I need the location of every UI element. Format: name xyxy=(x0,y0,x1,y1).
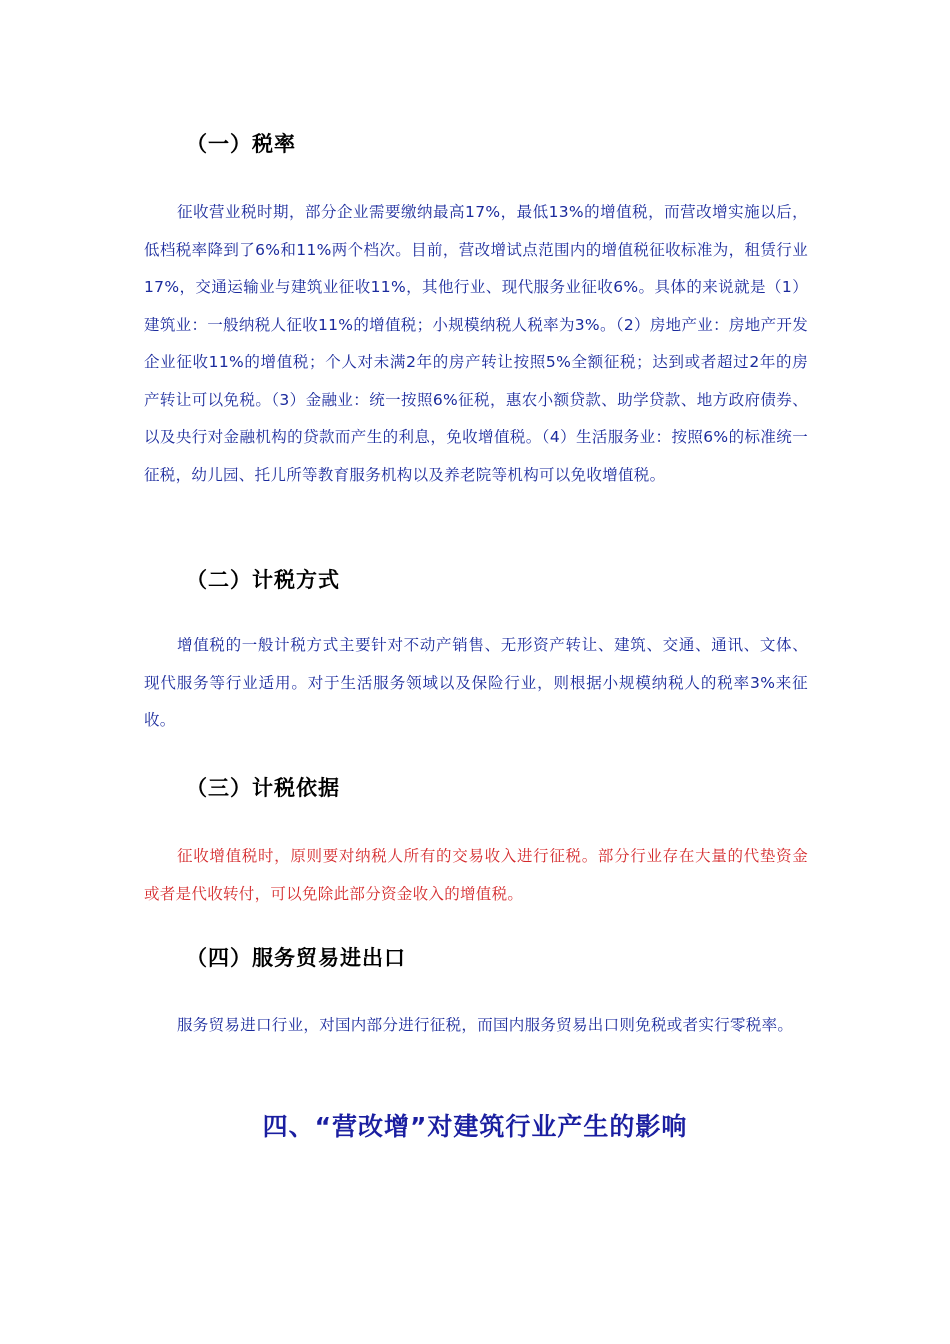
section-paragraph-tax-rate: 征收营业税时期，部分企业需要缴纳最高17%，最低13%的增值税，而营改增实施以后，低档税率降到了6%和11%两个档次。目前，营改增试点范围内的增值税征收标准为，租赁行业17%，交通运输业与建筑业征收11%，其他行业、现代服务业征收6%。具体的来说就是（1）建筑业：一般纳税人征收11%的增值税；小规模纳税人税率为3%。（2）房地产业：房地产开发企业征收11%的增值税；个人对未满2年的房产转让按照5%全额征税；达到或者超过2年的房产转让可以免税。（3）金融业：统一按照6%征税，惠农小额贷款、助学贷款、地方政府债券、以及央行对金融机构的贷款而产生的利息，免收增值税。（4）生活服务业：按照6%的标准统一征税，幼儿园、托儿所等教育服务机构以及养老院等机构可以免收增值税。 xyxy=(144,203,808,484)
section-heading-tax-basis: （三）计税依据 xyxy=(186,776,340,800)
section-paragraph-service-trade: 服务贸易进口行业，对国内部分进行征税，而国内服务贸易出口则免税或者实行零税率。 xyxy=(177,1016,794,1034)
section-paragraph-tax-method: 增值税的一般计税方式主要针对不动产销售、无形资产转让、建筑、交通、通讯、文体、现代服务等行业适用。对于生活服务领域以及保险行业，则根据小规模纳税人的税率3%来征收。 xyxy=(144,636,808,729)
section-paragraph-tax-basis: 征收增值税时，原则要对纳税人所有的交易收入进行征税。部分行业存在大量的代垫资金或者是代收转付，可以免除此部分资金收入的增值税。 xyxy=(144,847,808,903)
section-heading-service-trade: （四）服务贸易进出口 xyxy=(186,946,406,970)
chapter-heading: 四、“营改增”对建筑行业产生的影响 xyxy=(262,1112,688,1141)
section-heading-tax-rate: （一）税率 xyxy=(186,132,296,156)
section-heading-tax-method: （二）计税方式 xyxy=(186,568,340,592)
